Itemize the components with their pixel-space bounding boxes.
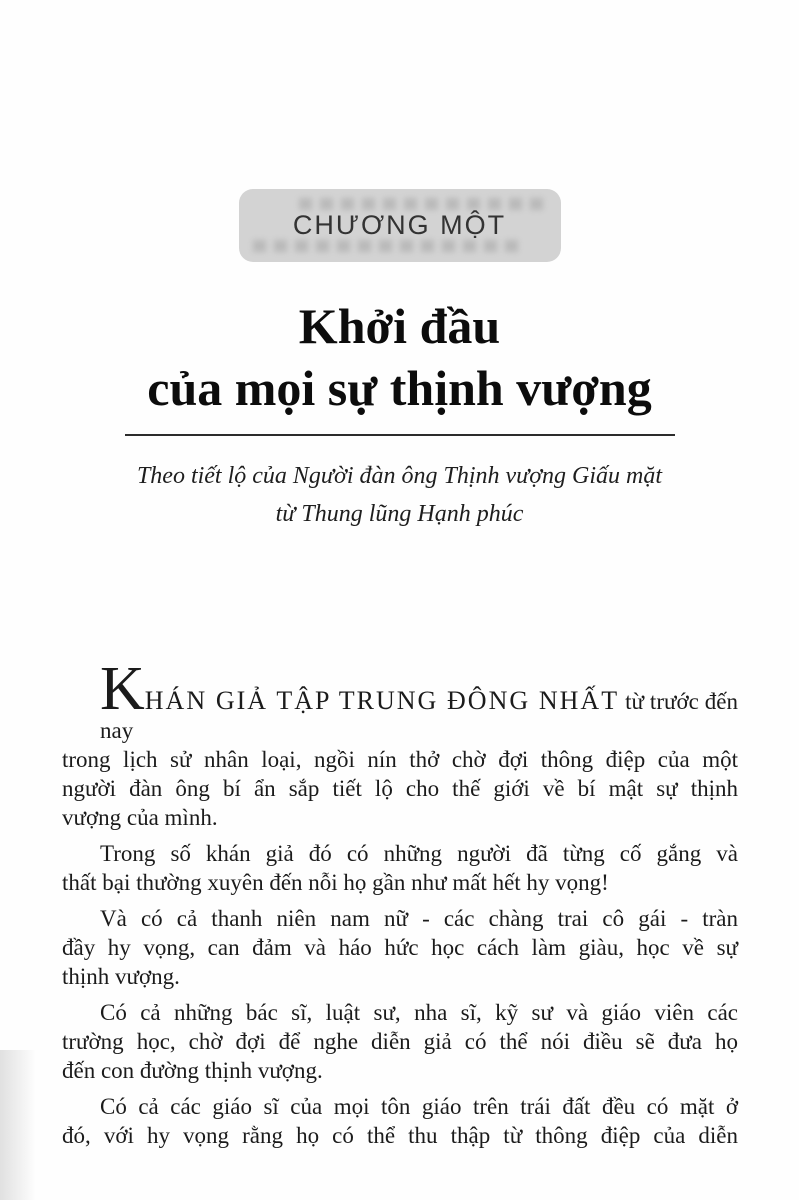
body-paragraph <box>62 1092 738 1150</box>
body-paragraph <box>62 655 739 832</box>
chapter-title-line-1: Khởi đầu <box>298 298 501 354</box>
chapter-subtitle <box>0 457 799 533</box>
chapter-subtitle-line-2: từ Thung lũng Hạnh phúc <box>275 501 524 527</box>
chapter-title-line-2: của mọi sự thịnh vượng <box>147 360 652 416</box>
body-line: thịnh vượng. <box>62 964 180 989</box>
body-text <box>0 655 799 1150</box>
chapter-subtitle-line-1: Theo tiết lộ của Người đàn ông Thịnh vượng Giấu mặt <box>136 463 663 489</box>
chapter-badge-label: CHƯƠNG MỘT <box>292 210 507 240</box>
body-line: thất bại thường xuyên đến nỗi họ gần như mất hết hy vọng! <box>62 870 609 895</box>
body-line: Trong số khán giả đó có những người đã từng cố gắng và <box>100 841 738 866</box>
body-paragraph <box>62 839 738 897</box>
body-line: trong lịch sử nhân loại, ngồi nín thở chờ đợi thông điệp của một <box>62 747 738 772</box>
body-line: đó, với hy vọng rằng họ có thể thu thập từ thông điệp của diễn <box>62 1123 738 1148</box>
body-paragraph <box>62 998 738 1085</box>
body-line: đến con đường thịnh vượng. <box>62 1058 323 1083</box>
title-divider <box>125 434 675 436</box>
bleed-through-ghost-text <box>253 240 521 252</box>
body-line: Có cả những bác sĩ, luật sư, nha sĩ, kỹ sư và giáo viên các <box>100 1000 738 1025</box>
drop-cap: K <box>100 655 145 723</box>
chapter-title <box>0 295 799 419</box>
body-line: vượng của mình. <box>62 805 218 830</box>
body-line: trường học, chờ đợi để nghe diễn giả có thể nói điều sẽ đưa họ <box>62 1029 738 1054</box>
chapter-badge <box>239 189 561 262</box>
body-paragraph <box>62 904 738 991</box>
body-line: đầy hy vọng, can đảm và háo hức học cách làm giàu, học về sự <box>62 935 738 960</box>
lead-small-caps: HÁN GIẢ TẬP TRUNG ĐÔNG NHẤT <box>144 686 620 715</box>
body-line: Có cả các giáo sĩ của mọi tôn giáo trên trái đất đều có mặt ở <box>100 1094 738 1119</box>
body-line: người đàn ông bí ẩn sắp tiết lộ cho thế giới về bí mật sự thịnh <box>62 776 738 801</box>
bleed-through-ghost-text <box>299 198 547 210</box>
body-line: KHÁN GIẢ TẬP TRUNG ĐÔNG NHẤT từ trước đến nay <box>100 655 739 743</box>
body-line: Và có cả thanh niên nam nữ - các chàng trai cô gái - tràn <box>100 906 738 931</box>
